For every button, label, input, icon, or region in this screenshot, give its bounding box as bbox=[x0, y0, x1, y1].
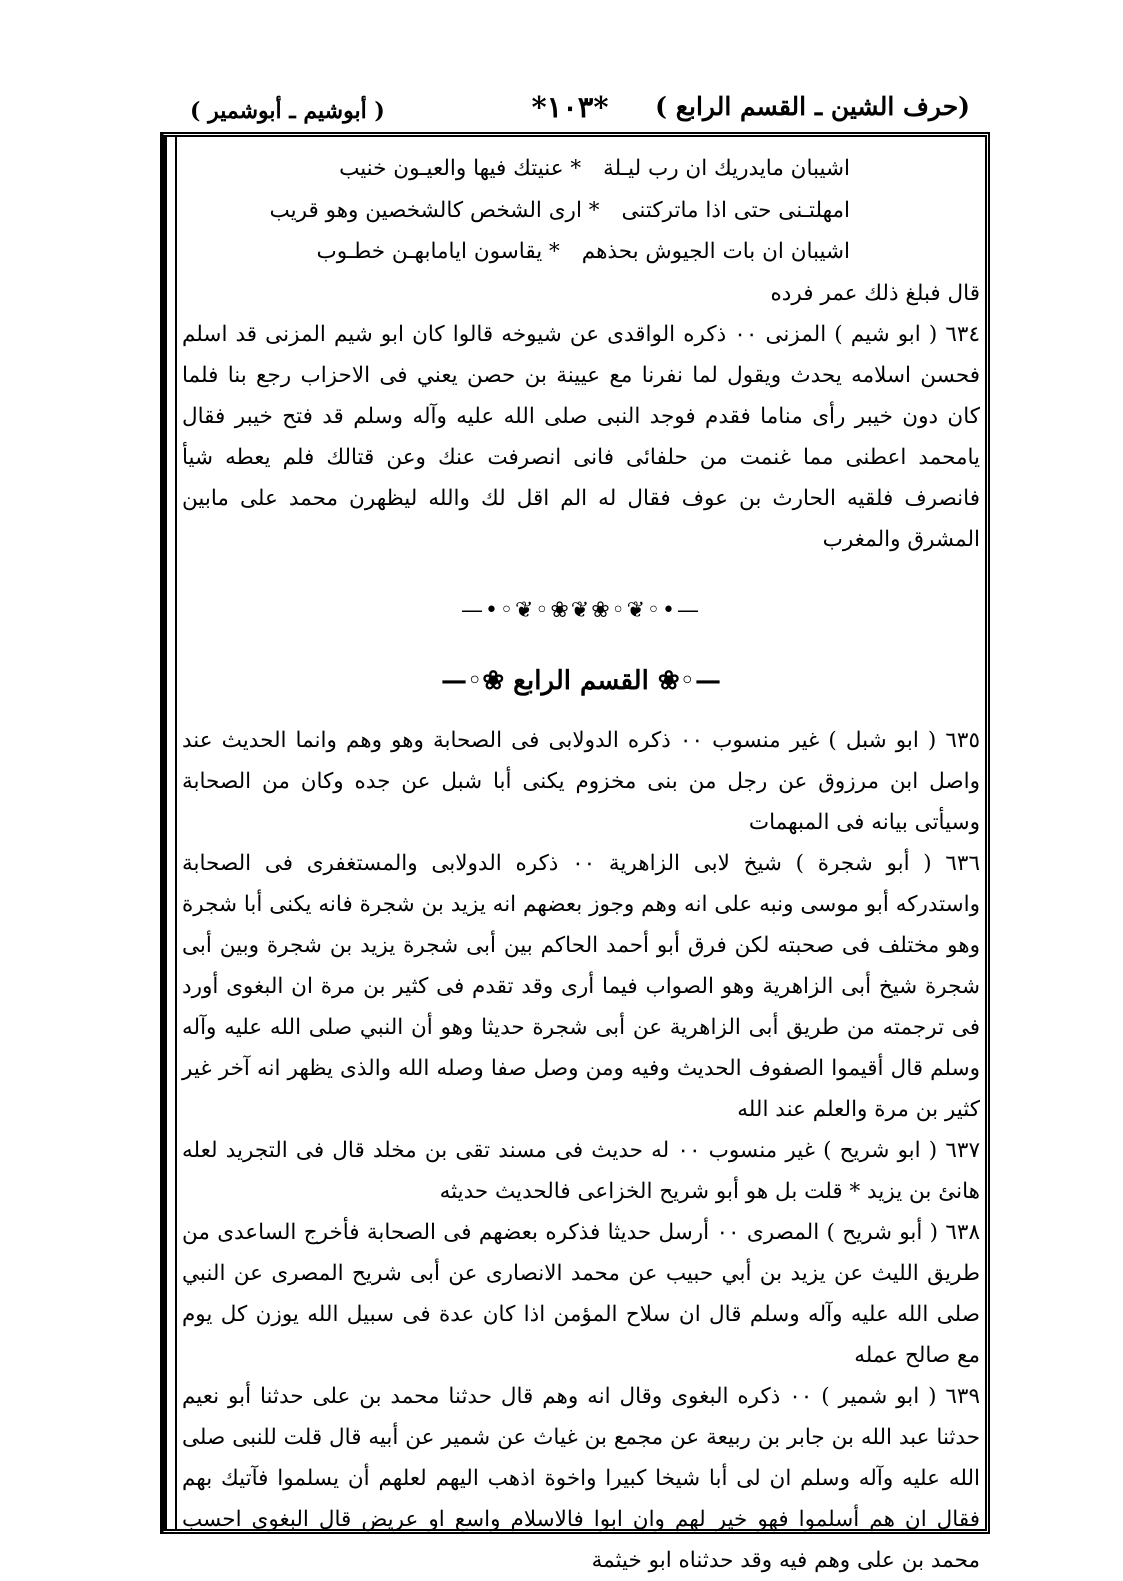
poem-line bbox=[182, 231, 850, 273]
page-header bbox=[170, 90, 970, 130]
poem-line bbox=[182, 190, 850, 232]
ornament-right: ❀◦— bbox=[440, 665, 514, 696]
section-title bbox=[182, 661, 980, 702]
entry-range-heading: ( أبوشيم ـ أبوشمير ) bbox=[190, 98, 385, 124]
hemistich-2: * عنيتك فيها والعيـون خنيب bbox=[339, 156, 582, 181]
entry-636: ٦٣٦ ( أبو شجرة ) شيخ لابى الزاهرية ٠٠ ذكره الدولابى والمستغفرى فى الصحابة واستدركه أبو موسى ونبه على انه وهم وجوز بعضهم انه يزيد بن شجرة فانه يكنى أبا شجرة وهو مختلف فى صحبته لكن فرق أبو أحمد الحاكم بين أبى شجرة يزيد بن شجرة وبين أبى شجرة شيخ أبى الزاهرية وهو الصواب فيما أرى وقد تقدم فى كثير بن مرة ان البغوى أورد فى ترجمته من طريق أبى الزاهرية عن أبى شجرة حديثا وهو أن النبي صلى الله عليه وآله وسلم قال أقيموا الصفوف الحديث وفيه ومن وصل صفا وصله الله والذى يظهر انه آخر غير كثير بن مرة والعلم عند الله bbox=[182, 850, 981, 1122]
paragraph: قال فبلغ ذلك عمر فرده bbox=[770, 280, 980, 306]
poem bbox=[182, 148, 980, 273]
entry-639: ٦٣٩ ( ابو شمير ) ٠٠ ذكره البغوى وقال انه وهم قال حدثنا محمد بن على حدثنا أبو نعيم حدثنا عبد الله بن جابر بن ربيعة عن مجمع بن غياث عن شمير عن أبيه قال قلت للنبى صلى الله عليه وآله وسلم ان لى أبا شيخا كبيرا واخوة اذهب اليهم لعلهم أن يسلموا فآتيك بهم فقال ان هم أسلموا فهو خير لهم وان ابوا فالاسلام واسع او عريض قال البغوى احسب محمد بن على وهم فيه وقد حدثناه ابو خيثمة bbox=[182, 1383, 980, 1573]
entry-637: ٦٣٧ ( ابو شريح ) غير منسوب ٠٠ له حديث فى مسند تقى بن مخلد قال فى التجريد لعله هانئ بن يزيد * قلت بل هو أبو شريح الخزاعى فالحديث حديثه bbox=[182, 1137, 981, 1204]
page-number: *١٠٣* bbox=[531, 90, 609, 124]
hemistich-1: اشيبان ان بات الجيوش بحذهم bbox=[581, 239, 850, 264]
hemistich-1: امهلتـنى حتى اذا ماتركتنى bbox=[621, 197, 850, 223]
section-title-text: القسم الرابع bbox=[513, 665, 649, 696]
ornament-divider: —•◦❦◦❀❦❀◦❦◦•— bbox=[460, 597, 702, 623]
poem-line bbox=[182, 148, 850, 190]
entry-638: ٦٣٨ ( أبو شريح ) المصرى ٠٠ أرسل حديثا فذكره بعضهم فى الصحابة فأخرج الساعدى من طريق الليث عن يزيد بن أبي حبيب عن محمد الانصارى عن أبى شريح المصرى عن النبي صلى الله عليه وآله وسلم قال ان سلاح المؤمن اذا كان عدة فى سبيل الله يوزن كل يوم مع صالح عمله bbox=[182, 1219, 981, 1368]
ornament-left: —◦❀ bbox=[648, 665, 721, 696]
hemistich-2: * يقاسون ايامابهـن خطـوب bbox=[316, 239, 560, 264]
hemistich-2: * ارى الشخص كالشخصين وهو قريب bbox=[269, 197, 600, 223]
page-body bbox=[182, 148, 981, 1573]
chapter-heading: (حرف الشين ـ القسم الرابع ) bbox=[655, 92, 970, 121]
hemistich-1: اشيبان مايدريك ان رب ليـلة bbox=[603, 156, 850, 181]
entry-634: ٦٣٤ ( ابو شيم ) المزنى ٠٠ ذكره الواقدى عن شيوخه قالوا كان ابو شيم المزنى قد اسلم فحسن اسلامه يحدث ويقول لما نفرنا مع عيينة بن حصن يعني فى الاحزاب رجع بنا فلما كان دون خيبر رأى مناما فقدم فوجد النبى صلى الله عليه وآله وسلم قد فتح خيبر فقال يامحمد اعطنى مما غنمت من حلفائى فانى انصرفت عنك وعن قتالك فلم يعطه شيأ فانصرف فلقيه الحارث بن عوف فقال له الم اقل لك والله ليظهرن محمد على مابين المشرق والمغرب bbox=[182, 321, 980, 552]
entry-635: ٦٣٥ ( ابو شبل ) غير منسوب ٠٠ ذكره الدولابى فى الصحابة وهو وهم وانما الحديث عند واصل ابن مرزوق عن رجل من بنى مخزوم يكنى أبا شبل عن جده وكان من الصحابة وسيأتى بيانه فى المبهمات bbox=[182, 727, 980, 835]
